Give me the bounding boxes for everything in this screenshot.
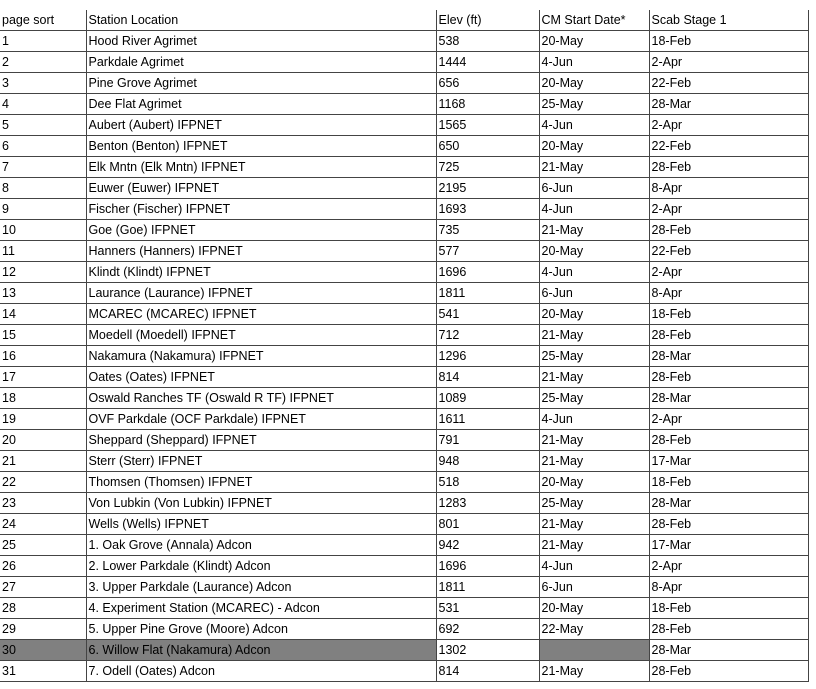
table-row bbox=[0, 220, 808, 241]
cell-station-location[interactable]: Sheppard (Sheppard) IFPNET bbox=[86, 430, 436, 451]
cell-scab-stage[interactable]: 2-Apr bbox=[649, 262, 808, 283]
cell-page-sort[interactable]: 19 bbox=[0, 409, 86, 430]
cell-cm-start-date[interactable]: 21-May bbox=[539, 430, 649, 451]
cell-cm-start-date[interactable]: 20-May bbox=[539, 136, 649, 157]
table-row bbox=[0, 241, 808, 262]
table-row bbox=[0, 472, 808, 493]
cell-scab-stage[interactable]: 28-Feb bbox=[649, 367, 808, 388]
table-row bbox=[0, 409, 808, 430]
cell-station-location[interactable]: 6. Willow Flat (Nakamura) Adcon bbox=[86, 640, 436, 661]
cell-page-sort[interactable]: 9 bbox=[0, 199, 86, 220]
cell-elevation[interactable]: 1611 bbox=[436, 409, 539, 430]
cell-scab-stage[interactable]: 28-Mar bbox=[649, 346, 808, 367]
header-elevation[interactable]: Elev (ft) bbox=[436, 10, 539, 31]
cell-station-location[interactable]: Thomsen (Thomsen) IFPNET bbox=[86, 472, 436, 493]
cell-cm-start-date[interactable]: 25-May bbox=[539, 388, 649, 409]
cell-station-location[interactable]: Oates (Oates) IFPNET bbox=[86, 367, 436, 388]
cell-cm-start-date[interactable]: 21-May bbox=[539, 157, 649, 178]
cell-station-location[interactable]: Moedell (Moedell) IFPNET bbox=[86, 325, 436, 346]
cell-station-location[interactable]: Fischer (Fischer) IFPNET bbox=[86, 199, 436, 220]
table-row bbox=[0, 52, 808, 73]
cell-page-sort[interactable]: 13 bbox=[0, 283, 86, 304]
cell-elevation[interactable]: 712 bbox=[436, 325, 539, 346]
cell-elevation[interactable]: 577 bbox=[436, 241, 539, 262]
cell-station-location[interactable]: Aubert (Aubert) IFPNET bbox=[86, 115, 436, 136]
cell-page-sort[interactable]: 26 bbox=[0, 556, 86, 577]
cell-cm-start-date[interactable]: 21-May bbox=[539, 535, 649, 556]
cell-scab-stage[interactable]: 28-Feb bbox=[649, 619, 808, 640]
cell-station-location[interactable]: Euwer (Euwer) IFPNET bbox=[86, 178, 436, 199]
cell-cm-start-date[interactable]: 4-Jun bbox=[539, 52, 649, 73]
cell-cm-start-date[interactable]: 21-May bbox=[539, 325, 649, 346]
cell-station-location[interactable]: Laurance (Laurance) IFPNET bbox=[86, 283, 436, 304]
cell-page-sort[interactable]: 12 bbox=[0, 262, 86, 283]
table-row bbox=[0, 556, 808, 577]
cell-scab-stage[interactable]: 2-Apr bbox=[649, 199, 808, 220]
cell-elevation[interactable]: 656 bbox=[436, 73, 539, 94]
cell-page-sort[interactable]: 23 bbox=[0, 493, 86, 514]
table-row bbox=[0, 157, 808, 178]
cell-scab-stage[interactable]: 2-Apr bbox=[649, 556, 808, 577]
cell-elevation[interactable]: 814 bbox=[436, 661, 539, 682]
cell-page-sort[interactable]: 29 bbox=[0, 619, 86, 640]
cell-cm-start-date[interactable]: 4-Jun bbox=[539, 115, 649, 136]
cell-cm-start-date[interactable]: 6-Jun bbox=[539, 283, 649, 304]
cell-scab-stage[interactable]: 28-Mar bbox=[649, 640, 808, 661]
cell-page-sort[interactable]: 11 bbox=[0, 241, 86, 262]
cell-elevation[interactable]: 791 bbox=[436, 430, 539, 451]
table-row bbox=[0, 619, 808, 640]
cell-elevation[interactable]: 692 bbox=[436, 619, 539, 640]
table-row bbox=[0, 283, 808, 304]
cell-cm-start-date[interactable]: 4-Jun bbox=[539, 262, 649, 283]
table-row bbox=[0, 430, 808, 451]
cell-scab-stage[interactable]: 8-Apr bbox=[649, 178, 808, 199]
cell-elevation[interactable]: 2195 bbox=[436, 178, 539, 199]
cell-elevation[interactable]: 1696 bbox=[436, 556, 539, 577]
cell-page-sort[interactable]: 28 bbox=[0, 598, 86, 619]
cell-page-sort[interactable]: 22 bbox=[0, 472, 86, 493]
table-row bbox=[0, 94, 808, 115]
cell-cm-start-date[interactable]: 25-May bbox=[539, 346, 649, 367]
cell-elevation[interactable]: 801 bbox=[436, 514, 539, 535]
cell-station-location[interactable]: 7. Odell (Oates) Adcon bbox=[86, 661, 436, 682]
table-row bbox=[0, 262, 808, 283]
cell-page-sort[interactable]: 18 bbox=[0, 388, 86, 409]
cell-cm-start-date[interactable]: 25-May bbox=[539, 94, 649, 115]
cell-elevation[interactable]: 1696 bbox=[436, 262, 539, 283]
cell-elevation[interactable]: 1089 bbox=[436, 388, 539, 409]
table-row bbox=[0, 199, 808, 220]
cell-page-sort[interactable]: 10 bbox=[0, 220, 86, 241]
cell-elevation[interactable]: 1444 bbox=[436, 52, 539, 73]
cell-cm-start-date[interactable]: 21-May bbox=[539, 514, 649, 535]
cell-scab-stage[interactable]: 28-Feb bbox=[649, 220, 808, 241]
cell-scab-stage[interactable]: 28-Feb bbox=[649, 661, 808, 682]
cell-page-sort[interactable]: 30 bbox=[0, 640, 86, 661]
cell-cm-start-date[interactable]: 21-May bbox=[539, 367, 649, 388]
cell-page-sort[interactable]: 17 bbox=[0, 367, 86, 388]
table-row bbox=[0, 73, 808, 94]
cell-page-sort[interactable]: 8 bbox=[0, 178, 86, 199]
cell-page-sort[interactable]: 5 bbox=[0, 115, 86, 136]
cell-station-location[interactable]: Von Lubkin (Von Lubkin) IFPNET bbox=[86, 493, 436, 514]
cell-station-location[interactable]: 5. Upper Pine Grove (Moore) Adcon bbox=[86, 619, 436, 640]
cell-scab-stage[interactable]: 22-Feb bbox=[649, 73, 808, 94]
cell-cm-start-date[interactable]: 22-May bbox=[539, 619, 649, 640]
cell-scab-stage[interactable]: 22-Feb bbox=[649, 136, 808, 157]
cell-cm-start-date[interactable]: 4-Jun bbox=[539, 409, 649, 430]
table-row bbox=[0, 388, 808, 409]
cell-scab-stage[interactable]: 17-Mar bbox=[649, 451, 808, 472]
cell-station-location[interactable]: OVF Parkdale (OCF Parkdale) IFPNET bbox=[86, 409, 436, 430]
cell-elevation[interactable]: 1168 bbox=[436, 94, 539, 115]
cell-elevation[interactable]: 541 bbox=[436, 304, 539, 325]
cell-elevation[interactable]: 1811 bbox=[436, 577, 539, 598]
cell-elevation[interactable]: 650 bbox=[436, 136, 539, 157]
cell-cm-start-date[interactable]: 20-May bbox=[539, 241, 649, 262]
table-row bbox=[0, 304, 808, 325]
cell-cm-start-date[interactable]: 20-May bbox=[539, 598, 649, 619]
cell-elevation[interactable]: 518 bbox=[436, 472, 539, 493]
cell-station-location[interactable]: Wells (Wells) IFPNET bbox=[86, 514, 436, 535]
cell-station-location[interactable]: Nakamura (Nakamura) IFPNET bbox=[86, 346, 436, 367]
cell-scab-stage[interactable]: 28-Mar bbox=[649, 94, 808, 115]
table-row bbox=[0, 640, 808, 661]
cell-scab-stage[interactable]: 28-Feb bbox=[649, 430, 808, 451]
table-row bbox=[0, 325, 808, 346]
header-cm-start-date[interactable]: CM Start Date* bbox=[539, 10, 649, 31]
cell-cm-start-date[interactable]: 4-Jun bbox=[539, 556, 649, 577]
cell-scab-stage[interactable]: 18-Feb bbox=[649, 31, 808, 52]
cell-station-location[interactable]: Goe (Goe) IFPNET bbox=[86, 220, 436, 241]
station-table bbox=[0, 10, 809, 682]
cell-page-sort[interactable]: 14 bbox=[0, 304, 86, 325]
cell-scab-stage[interactable]: 2-Apr bbox=[649, 52, 808, 73]
cell-cm-start-date[interactable]: 6-Jun bbox=[539, 577, 649, 598]
header-page-sort[interactable]: page sort bbox=[0, 10, 86, 31]
cell-page-sort[interactable]: 25 bbox=[0, 535, 86, 556]
cell-page-sort[interactable]: 4 bbox=[0, 94, 86, 115]
table-row bbox=[0, 31, 808, 52]
cell-scab-stage[interactable]: 18-Feb bbox=[649, 472, 808, 493]
cell-page-sort[interactable]: 31 bbox=[0, 661, 86, 682]
cell-page-sort[interactable]: 21 bbox=[0, 451, 86, 472]
cell-page-sort[interactable]: 20 bbox=[0, 430, 86, 451]
cell-page-sort[interactable]: 2 bbox=[0, 52, 86, 73]
cell-page-sort[interactable]: 1 bbox=[0, 31, 86, 52]
cell-scab-stage[interactable]: 17-Mar bbox=[649, 535, 808, 556]
cell-elevation[interactable]: 1302 bbox=[436, 640, 539, 661]
cell-elevation[interactable]: 1811 bbox=[436, 283, 539, 304]
cell-station-location[interactable]: Elk Mntn (Elk Mntn) IFPNET bbox=[86, 157, 436, 178]
cell-station-location[interactable]: 2. Lower Parkdale (Klindt) Adcon bbox=[86, 556, 436, 577]
table-row bbox=[0, 178, 808, 199]
cell-elevation[interactable]: 538 bbox=[436, 31, 539, 52]
cell-station-location[interactable]: 4. Experiment Station (MCAREC) - Adcon bbox=[86, 598, 436, 619]
table-row bbox=[0, 661, 808, 682]
cell-scab-stage[interactable]: 28-Feb bbox=[649, 325, 808, 346]
cell-elevation[interactable]: 1565 bbox=[436, 115, 539, 136]
cell-page-sort[interactable]: 7 bbox=[0, 157, 86, 178]
cell-scab-stage[interactable]: 28-Feb bbox=[649, 157, 808, 178]
cell-cm-start-date[interactable]: 21-May bbox=[539, 451, 649, 472]
header-station-location[interactable]: Station Location bbox=[86, 10, 436, 31]
cell-scab-stage[interactable]: 8-Apr bbox=[649, 283, 808, 304]
cell-elevation[interactable]: 1296 bbox=[436, 346, 539, 367]
table-row bbox=[0, 451, 808, 472]
cell-page-sort[interactable]: 27 bbox=[0, 577, 86, 598]
cell-scab-stage[interactable]: 28-Mar bbox=[649, 388, 808, 409]
cell-scab-stage[interactable]: 2-Apr bbox=[649, 409, 808, 430]
cell-cm-start-date[interactable]: 21-May bbox=[539, 661, 649, 682]
cell-page-sort[interactable]: 16 bbox=[0, 346, 86, 367]
cell-scab-stage[interactable]: 8-Apr bbox=[649, 577, 808, 598]
cell-station-location[interactable]: 1. Oak Grove (Annala) Adcon bbox=[86, 535, 436, 556]
cell-elevation[interactable]: 948 bbox=[436, 451, 539, 472]
table-row bbox=[0, 514, 808, 535]
cell-elevation[interactable]: 735 bbox=[436, 220, 539, 241]
cell-page-sort[interactable]: 24 bbox=[0, 514, 86, 535]
table-row bbox=[0, 535, 808, 556]
cell-scab-stage[interactable]: 28-Mar bbox=[649, 493, 808, 514]
cell-station-location[interactable]: MCAREC (MCAREC) IFPNET bbox=[86, 304, 436, 325]
table-row bbox=[0, 493, 808, 514]
cell-cm-start-date[interactable]: 20-May bbox=[539, 73, 649, 94]
cell-station-location[interactable]: Sterr (Sterr) IFPNET bbox=[86, 451, 436, 472]
cell-station-location[interactable]: Pine Grove Agrimet bbox=[86, 73, 436, 94]
table-row bbox=[0, 598, 808, 619]
cell-station-location[interactable]: 3. Upper Parkdale (Laurance) Adcon bbox=[86, 577, 436, 598]
cell-elevation[interactable]: 1283 bbox=[436, 493, 539, 514]
header-scab-stage[interactable]: Scab Stage 1 bbox=[649, 10, 808, 31]
cell-scab-stage[interactable]: 18-Feb bbox=[649, 304, 808, 325]
cell-page-sort[interactable]: 6 bbox=[0, 136, 86, 157]
cell-station-location[interactable]: Hanners (Hanners) IFPNET bbox=[86, 241, 436, 262]
cell-cm-start-date[interactable]: 20-May bbox=[539, 31, 649, 52]
cell-cm-start-date[interactable]: 20-May bbox=[539, 304, 649, 325]
cell-elevation[interactable]: 942 bbox=[436, 535, 539, 556]
cell-scab-stage[interactable]: 28-Feb bbox=[649, 514, 808, 535]
table-row bbox=[0, 577, 808, 598]
table-row bbox=[0, 346, 808, 367]
cell-elevation[interactable]: 1693 bbox=[436, 199, 539, 220]
cell-station-location[interactable]: Klindt (Klindt) IFPNET bbox=[86, 262, 436, 283]
cell-cm-start-date[interactable]: 25-May bbox=[539, 493, 649, 514]
cell-scab-stage[interactable]: 22-Feb bbox=[649, 241, 808, 262]
table-row bbox=[0, 115, 808, 136]
cell-elevation[interactable]: 725 bbox=[436, 157, 539, 178]
cell-station-location[interactable]: Parkdale Agrimet bbox=[86, 52, 436, 73]
cell-cm-start-date[interactable]: 21-May bbox=[539, 220, 649, 241]
cell-cm-start-date[interactable] bbox=[539, 640, 649, 661]
table-row bbox=[0, 367, 808, 388]
table-row bbox=[0, 136, 808, 157]
cell-cm-start-date[interactable]: 20-May bbox=[539, 472, 649, 493]
cell-station-location[interactable]: Dee Flat Agrimet bbox=[86, 94, 436, 115]
cell-scab-stage[interactable]: 18-Feb bbox=[649, 598, 808, 619]
cell-page-sort[interactable]: 3 bbox=[0, 73, 86, 94]
cell-page-sort[interactable]: 15 bbox=[0, 325, 86, 346]
cell-cm-start-date[interactable]: 4-Jun bbox=[539, 199, 649, 220]
cell-station-location[interactable]: Oswald Ranches TF (Oswald R TF) IFPNET bbox=[86, 388, 436, 409]
cell-elevation[interactable]: 814 bbox=[436, 367, 539, 388]
cell-elevation[interactable]: 531 bbox=[436, 598, 539, 619]
cell-station-location[interactable]: Hood River Agrimet bbox=[86, 31, 436, 52]
cell-scab-stage[interactable]: 2-Apr bbox=[649, 115, 808, 136]
cell-station-location[interactable]: Benton (Benton) IFPNET bbox=[86, 136, 436, 157]
header-row bbox=[0, 10, 808, 31]
cell-cm-start-date[interactable]: 6-Jun bbox=[539, 178, 649, 199]
